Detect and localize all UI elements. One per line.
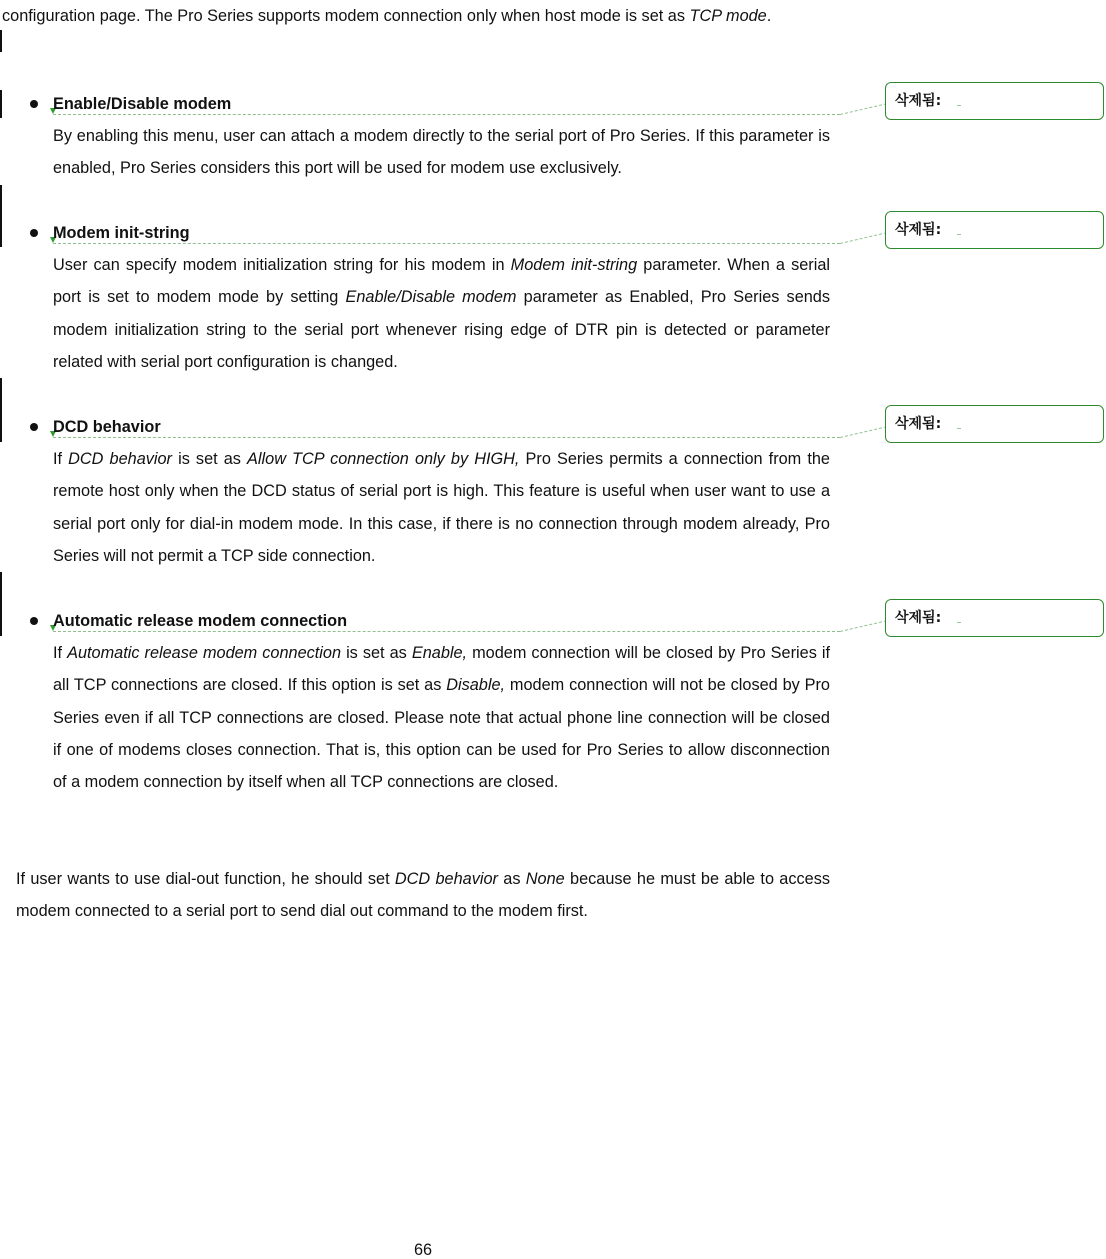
change-bar — [0, 30, 2, 52]
section-body-dcd-behavior: If DCD behavior is set as Allow TCP connection only by HIGH, Pro Series permits a connection from the remote host only when the DCD status of serial port is high. This feature is useful when user want to use a serial port only for dial-in modem mode. In this case, if there is no connection through modem already, Pro Series will not permit a TCP side connection. — [53, 450, 830, 565]
section-body-enable-disable-modem: By enabling this menu, user can attach a modem directly to the serial port of Pro Series. If this parameter is enabled, Pro Series considers this port will be used for modem use exclusively. — [53, 127, 830, 178]
balloon-deleted-mark — [957, 234, 961, 235]
comment-leader-line — [840, 426, 887, 438]
comment-anchor-line — [53, 243, 840, 244]
change-bar — [0, 90, 2, 118]
section-body-automatic-release: If Automatic release modem connection is set as Enable, modem connection will be closed by Pro Series if all TCP connections are closed. If this option is set as Disable, modem connection will not be closed by Pro Series even if all TCP connections are closed. Please note that actual phone line connection will be closed if one of modems closes connection. That is, this option can be used for Pro Series to allow disconnection of a modem connection by itself when all TCP connections are closed. — [53, 644, 831, 792]
balloon-deleted-mark — [957, 622, 961, 623]
section-heading-dcd-behavior: DCD behavior — [53, 418, 161, 436]
section-heading-enable-disable-modem: Enable/Disable modem — [53, 95, 232, 113]
comment-anchor-line — [53, 631, 840, 632]
closing-paragraph: If user wants to use dial-out function, he should set DCD behavior as None because he must be able to access modem connected to a serial port to send dial out command to the modem first. — [16, 870, 830, 921]
balloon-deleted-mark — [957, 428, 961, 429]
bullet-icon — [30, 617, 38, 625]
comment-leader-line — [840, 620, 887, 632]
section-body-modem-init-string: User can specify modem initialization string for his modem in Modem init-string parameter. When a serial port is set to modem mode by setting Enable/Disable modem parameter as Enabled, Pro Series sends modem initialization string to the serial port whenever rising edge of DTR pin is detected or parameter related with serial port configuration is changed. — [53, 256, 830, 371]
change-bar — [0, 378, 2, 442]
comment-anchor-line — [53, 114, 840, 115]
deleted-comment-balloon[interactable] — [885, 599, 1104, 637]
balloon-label: 삭제됨: — [895, 93, 942, 109]
balloon-label: 삭제됨: — [895, 222, 942, 238]
page-number: 66 — [414, 1241, 433, 1259]
comment-anchor-line — [53, 437, 840, 438]
change-bar — [0, 185, 2, 247]
deleted-comment-balloon[interactable] — [885, 211, 1104, 249]
comment-leader-line — [840, 232, 887, 244]
comment-leader-line — [840, 103, 887, 115]
balloon-label: 삭제됨: — [895, 416, 942, 432]
section-heading-modem-init-string: Modem init-string — [53, 224, 190, 242]
intro-paragraph: configuration page. The Pro Series supports modem connection only when host mode is set as TCP mode. — [2, 7, 772, 25]
deleted-comment-balloon[interactable] — [885, 405, 1104, 443]
balloon-deleted-mark — [957, 105, 961, 106]
section-heading-automatic-release: Automatic release modem connection — [53, 612, 348, 630]
bullet-icon — [30, 423, 38, 431]
balloon-label: 삭제됨: — [895, 610, 942, 626]
bullet-icon — [30, 100, 38, 108]
bullet-icon — [30, 229, 38, 237]
deleted-comment-balloon[interactable] — [885, 82, 1104, 120]
change-bar — [0, 572, 2, 636]
